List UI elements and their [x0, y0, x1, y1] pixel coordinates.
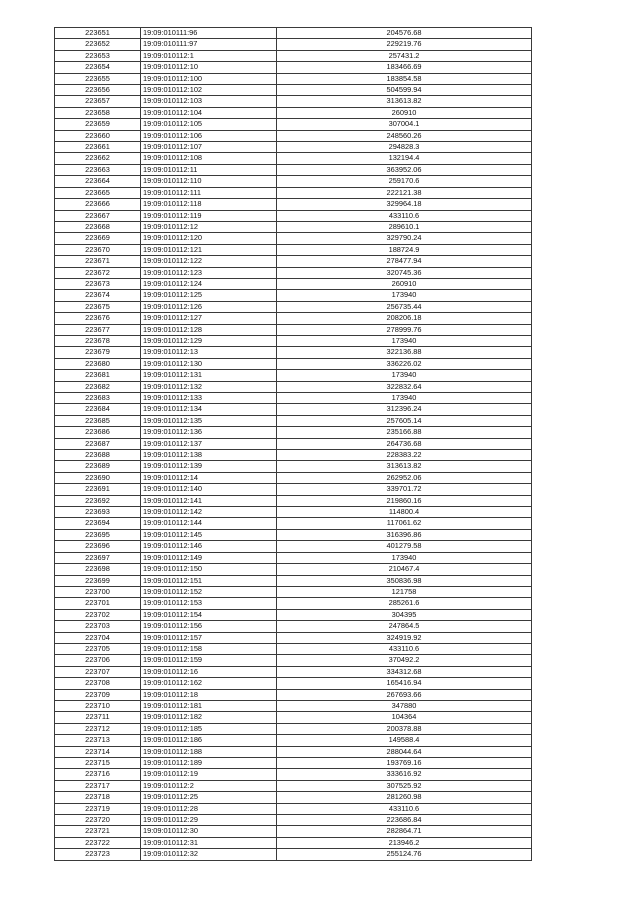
- row-id-cell: 223662: [55, 153, 141, 164]
- value-cell: 255124.76: [277, 849, 532, 860]
- row-id-cell: 223694: [55, 518, 141, 529]
- table-row: [55, 28, 532, 39]
- cadastral-number-cell: 19:09:010112:159: [141, 655, 277, 666]
- value-cell: 433110.6: [277, 803, 532, 814]
- value-cell: 316396.86: [277, 529, 532, 540]
- value-cell: 334312.68: [277, 666, 532, 677]
- cadastral-number-cell: 19:09:010112:107: [141, 142, 277, 153]
- row-id-cell: 223665: [55, 187, 141, 198]
- table-row: [55, 221, 532, 232]
- row-id-cell: 223685: [55, 415, 141, 426]
- row-id-cell: 223669: [55, 233, 141, 244]
- table-row: [55, 142, 532, 153]
- cadastral-number-cell: 19:09:010112:119: [141, 210, 277, 221]
- table-body: [55, 28, 532, 861]
- value-cell: 193769.16: [277, 758, 532, 769]
- value-cell: 173940: [277, 552, 532, 563]
- row-id-cell: 223681: [55, 370, 141, 381]
- value-cell: 312396.24: [277, 404, 532, 415]
- table-row: [55, 837, 532, 848]
- cadastral-number-cell: 19:09:010112:12: [141, 221, 277, 232]
- cadastral-number-cell: 19:09:010112:156: [141, 621, 277, 632]
- cadastral-number-cell: 19:09:010112:19: [141, 769, 277, 780]
- row-id-cell: 223706: [55, 655, 141, 666]
- table-row: [55, 484, 532, 495]
- cadastral-number-cell: 19:09:010112:137: [141, 438, 277, 449]
- cadastral-number-cell: 19:09:010112:124: [141, 278, 277, 289]
- row-id-cell: 223666: [55, 199, 141, 210]
- table-row: [55, 313, 532, 324]
- row-id-cell: 223701: [55, 598, 141, 609]
- row-id-cell: 223691: [55, 484, 141, 495]
- table-row: [55, 210, 532, 221]
- value-cell: 264736.68: [277, 438, 532, 449]
- value-cell: 121758: [277, 586, 532, 597]
- table-row: [55, 700, 532, 711]
- cadastral-number-cell: 19:09:010112:127: [141, 313, 277, 324]
- value-cell: 339701.72: [277, 484, 532, 495]
- table-row: [55, 723, 532, 734]
- row-id-cell: 223667: [55, 210, 141, 221]
- value-cell: 320745.36: [277, 267, 532, 278]
- table-row: [55, 746, 532, 757]
- value-cell: 257605.14: [277, 415, 532, 426]
- data-table: [54, 27, 532, 861]
- value-cell: 229219.76: [277, 39, 532, 50]
- table-row: [55, 290, 532, 301]
- table-row: [55, 586, 532, 597]
- row-id-cell: 223696: [55, 541, 141, 552]
- cadastral-number-cell: 19:09:010112:30: [141, 826, 277, 837]
- table-row: [55, 85, 532, 96]
- cadastral-number-cell: 19:09:010112:146: [141, 541, 277, 552]
- table-row: [55, 347, 532, 358]
- value-cell: 262952.06: [277, 472, 532, 483]
- value-cell: 200378.88: [277, 723, 532, 734]
- value-cell: 433110.6: [277, 210, 532, 221]
- cadastral-number-cell: 19:09:010112:150: [141, 564, 277, 575]
- row-id-cell: 223723: [55, 849, 141, 860]
- row-id-cell: 223717: [55, 780, 141, 791]
- value-cell: 228383.22: [277, 450, 532, 461]
- cadastral-number-cell: 19:09:010112:18: [141, 689, 277, 700]
- cadastral-number-cell: 19:09:010112:123: [141, 267, 277, 278]
- value-cell: 210467.4: [277, 564, 532, 575]
- value-cell: 281260.98: [277, 792, 532, 803]
- table-row: [55, 278, 532, 289]
- table-row: [55, 267, 532, 278]
- table-row: [55, 73, 532, 84]
- table-row: [55, 758, 532, 769]
- table-row: [55, 176, 532, 187]
- row-id-cell: 223687: [55, 438, 141, 449]
- table-row: [55, 427, 532, 438]
- table-row: [55, 130, 532, 141]
- value-cell: 267693.66: [277, 689, 532, 700]
- table-row: [55, 518, 532, 529]
- cadastral-number-cell: 19:09:010112:153: [141, 598, 277, 609]
- value-cell: 282864.71: [277, 826, 532, 837]
- row-id-cell: 223709: [55, 689, 141, 700]
- row-id-cell: 223664: [55, 176, 141, 187]
- cadastral-number-cell: 19:09:010112:162: [141, 678, 277, 689]
- value-cell: 304395: [277, 609, 532, 620]
- value-cell: 363952.06: [277, 164, 532, 175]
- value-cell: 173940: [277, 370, 532, 381]
- table-row: [55, 666, 532, 677]
- value-cell: 288044.64: [277, 746, 532, 757]
- table-row: [55, 564, 532, 575]
- row-id-cell: 223704: [55, 632, 141, 643]
- row-id-cell: 223713: [55, 735, 141, 746]
- cadastral-number-cell: 19:09:010112:29: [141, 815, 277, 826]
- row-id-cell: 223690: [55, 472, 141, 483]
- row-id-cell: 223688: [55, 450, 141, 461]
- row-id-cell: 223700: [55, 586, 141, 597]
- cadastral-number-cell: 19:09:010112:157: [141, 632, 277, 643]
- cadastral-number-cell: 19:09:010112:11: [141, 164, 277, 175]
- value-cell: 104364: [277, 712, 532, 723]
- cadastral-number-cell: 19:09:010112:32: [141, 849, 277, 860]
- table-row: [55, 609, 532, 620]
- table-row: [55, 632, 532, 643]
- table-row: [55, 324, 532, 335]
- value-cell: 313613.82: [277, 96, 532, 107]
- cadastral-number-cell: 19:09:010112:13: [141, 347, 277, 358]
- cadastral-number-cell: 19:09:010112:135: [141, 415, 277, 426]
- value-cell: 333616.92: [277, 769, 532, 780]
- table-row: [55, 735, 532, 746]
- cadastral-number-cell: 19:09:010112:31: [141, 837, 277, 848]
- table-row: [55, 780, 532, 791]
- cadastral-number-cell: 19:09:010112:128: [141, 324, 277, 335]
- row-id-cell: 223716: [55, 769, 141, 780]
- value-cell: 329964.18: [277, 199, 532, 210]
- value-cell: 285261.6: [277, 598, 532, 609]
- table-row: [55, 438, 532, 449]
- row-id-cell: 223697: [55, 552, 141, 563]
- value-cell: 322136.88: [277, 347, 532, 358]
- value-cell: 219860.16: [277, 495, 532, 506]
- value-cell: 117061.62: [277, 518, 532, 529]
- value-cell: 322832.64: [277, 381, 532, 392]
- row-id-cell: 223655: [55, 73, 141, 84]
- cadastral-number-cell: 19:09:010111:97: [141, 39, 277, 50]
- cadastral-number-cell: 19:09:010112:133: [141, 393, 277, 404]
- value-cell: 247864.5: [277, 621, 532, 632]
- row-id-cell: 223702: [55, 609, 141, 620]
- cadastral-number-cell: 19:09:010112:139: [141, 461, 277, 472]
- row-id-cell: 223683: [55, 393, 141, 404]
- value-cell: 257431.2: [277, 50, 532, 61]
- value-cell: 289610.1: [277, 221, 532, 232]
- table-row: [55, 107, 532, 118]
- table-row: [55, 50, 532, 61]
- cadastral-number-cell: 19:09:010112:188: [141, 746, 277, 757]
- table-row: [55, 815, 532, 826]
- row-id-cell: 223679: [55, 347, 141, 358]
- table-row: [55, 575, 532, 586]
- value-cell: 294828.3: [277, 142, 532, 153]
- row-id-cell: 223673: [55, 278, 141, 289]
- cadastral-number-cell: 19:09:010112:149: [141, 552, 277, 563]
- table-row: [55, 393, 532, 404]
- value-cell: 223686.84: [277, 815, 532, 826]
- row-id-cell: 223652: [55, 39, 141, 50]
- table-row: [55, 233, 532, 244]
- cadastral-number-cell: 19:09:010111:96: [141, 28, 277, 39]
- table-row: [55, 529, 532, 540]
- table-row: [55, 541, 532, 552]
- table-row: [55, 461, 532, 472]
- row-id-cell: 223660: [55, 130, 141, 141]
- value-cell: 188724.9: [277, 244, 532, 255]
- cadastral-number-cell: 19:09:010112:122: [141, 256, 277, 267]
- value-cell: 260910: [277, 107, 532, 118]
- cadastral-number-cell: 19:09:010112:134: [141, 404, 277, 415]
- row-id-cell: 223656: [55, 85, 141, 96]
- value-cell: 433110.6: [277, 643, 532, 654]
- cadastral-number-cell: 19:09:010112:121: [141, 244, 277, 255]
- row-id-cell: 223710: [55, 700, 141, 711]
- value-cell: 278477.94: [277, 256, 532, 267]
- cadastral-number-cell: 19:09:010112:152: [141, 586, 277, 597]
- cadastral-number-cell: 19:09:010112:154: [141, 609, 277, 620]
- table-row: [55, 803, 532, 814]
- row-id-cell: 223689: [55, 461, 141, 472]
- cadastral-number-cell: 19:09:010112:25: [141, 792, 277, 803]
- cadastral-number-cell: 19:09:010112:142: [141, 507, 277, 518]
- table-row: [55, 335, 532, 346]
- row-id-cell: 223712: [55, 723, 141, 734]
- cadastral-number-cell: 19:09:010112:14: [141, 472, 277, 483]
- table-row: [55, 370, 532, 381]
- value-cell: 173940: [277, 290, 532, 301]
- table-row: [55, 826, 532, 837]
- row-id-cell: 223657: [55, 96, 141, 107]
- value-cell: 307525.92: [277, 780, 532, 791]
- value-cell: 307004.1: [277, 119, 532, 130]
- cadastral-number-cell: 19:09:010112:125: [141, 290, 277, 301]
- value-cell: 370492.2: [277, 655, 532, 666]
- row-id-cell: 223707: [55, 666, 141, 677]
- value-cell: 114800.4: [277, 507, 532, 518]
- cadastral-number-cell: 19:09:010112:181: [141, 700, 277, 711]
- cadastral-number-cell: 19:09:010112:145: [141, 529, 277, 540]
- row-id-cell: 223705: [55, 643, 141, 654]
- row-id-cell: 223680: [55, 358, 141, 369]
- cadastral-number-cell: 19:09:010112:1: [141, 50, 277, 61]
- row-id-cell: 223651: [55, 28, 141, 39]
- cadastral-number-cell: 19:09:010112:102: [141, 85, 277, 96]
- cadastral-number-cell: 19:09:010112:16: [141, 666, 277, 677]
- cadastral-number-cell: 19:09:010112:120: [141, 233, 277, 244]
- value-cell: 235166.88: [277, 427, 532, 438]
- row-id-cell: 223718: [55, 792, 141, 803]
- row-id-cell: 223692: [55, 495, 141, 506]
- table-row: [55, 199, 532, 210]
- row-id-cell: 223720: [55, 815, 141, 826]
- value-cell: 329790.24: [277, 233, 532, 244]
- value-cell: 165416.94: [277, 678, 532, 689]
- table-row: [55, 301, 532, 312]
- table-row: [55, 244, 532, 255]
- table-row: [55, 256, 532, 267]
- table-row: [55, 598, 532, 609]
- table-row: [55, 689, 532, 700]
- cadastral-number-cell: 19:09:010112:185: [141, 723, 277, 734]
- table-row: [55, 552, 532, 563]
- row-id-cell: 223699: [55, 575, 141, 586]
- row-id-cell: 223722: [55, 837, 141, 848]
- value-cell: 149588.4: [277, 735, 532, 746]
- row-id-cell: 223695: [55, 529, 141, 540]
- table-row: [55, 404, 532, 415]
- value-cell: 504599.94: [277, 85, 532, 96]
- cadastral-number-cell: 19:09:010112:118: [141, 199, 277, 210]
- value-cell: 401279.58: [277, 541, 532, 552]
- table-row: [55, 507, 532, 518]
- value-cell: 350836.98: [277, 575, 532, 586]
- value-cell: 347880: [277, 700, 532, 711]
- row-id-cell: 223677: [55, 324, 141, 335]
- row-id-cell: 223658: [55, 107, 141, 118]
- cadastral-number-cell: 19:09:010112:131: [141, 370, 277, 381]
- table-row: [55, 164, 532, 175]
- row-id-cell: 223676: [55, 313, 141, 324]
- row-id-cell: 223653: [55, 50, 141, 61]
- value-cell: 222121.38: [277, 187, 532, 198]
- row-id-cell: 223672: [55, 267, 141, 278]
- row-id-cell: 223668: [55, 221, 141, 232]
- cadastral-number-cell: 19:09:010112:10: [141, 62, 277, 73]
- table-row: [55, 643, 532, 654]
- row-id-cell: 223678: [55, 335, 141, 346]
- table-row: [55, 153, 532, 164]
- row-id-cell: 223684: [55, 404, 141, 415]
- cadastral-number-cell: 19:09:010112:129: [141, 335, 277, 346]
- row-id-cell: 223654: [55, 62, 141, 73]
- value-cell: 259170.6: [277, 176, 532, 187]
- cadastral-number-cell: 19:09:010112:105: [141, 119, 277, 130]
- table-row: [55, 450, 532, 461]
- cadastral-number-cell: 19:09:010112:141: [141, 495, 277, 506]
- cadastral-number-cell: 19:09:010112:138: [141, 450, 277, 461]
- row-id-cell: 223682: [55, 381, 141, 392]
- value-cell: 213946.2: [277, 837, 532, 848]
- cadastral-number-cell: 19:09:010112:132: [141, 381, 277, 392]
- table-row: [55, 187, 532, 198]
- cadastral-number-cell: 19:09:010112:100: [141, 73, 277, 84]
- table-row: [55, 655, 532, 666]
- cadastral-number-cell: 19:09:010112:186: [141, 735, 277, 746]
- cadastral-number-cell: 19:09:010112:108: [141, 153, 277, 164]
- row-id-cell: 223675: [55, 301, 141, 312]
- cadastral-number-cell: 19:09:010112:130: [141, 358, 277, 369]
- cadastral-number-cell: 19:09:010112:106: [141, 130, 277, 141]
- cadastral-number-cell: 19:09:010112:103: [141, 96, 277, 107]
- table-row: [55, 472, 532, 483]
- value-cell: 183466.69: [277, 62, 532, 73]
- cadastral-number-cell: 19:09:010112:140: [141, 484, 277, 495]
- cadastral-number-cell: 19:09:010112:158: [141, 643, 277, 654]
- row-id-cell: 223714: [55, 746, 141, 757]
- row-id-cell: 223671: [55, 256, 141, 267]
- cadastral-number-cell: 19:09:010112:104: [141, 107, 277, 118]
- row-id-cell: 223708: [55, 678, 141, 689]
- cadastral-number-cell: 19:09:010112:28: [141, 803, 277, 814]
- table-row: [55, 381, 532, 392]
- cadastral-number-cell: 19:09:010112:126: [141, 301, 277, 312]
- table-row: [55, 358, 532, 369]
- cadastral-number-cell: 19:09:010112:111: [141, 187, 277, 198]
- row-id-cell: 223698: [55, 564, 141, 575]
- table-row: [55, 792, 532, 803]
- value-cell: 278999.76: [277, 324, 532, 335]
- table-row: [55, 769, 532, 780]
- value-cell: 248560.26: [277, 130, 532, 141]
- table-row: [55, 96, 532, 107]
- row-id-cell: 223670: [55, 244, 141, 255]
- value-cell: 173940: [277, 335, 532, 346]
- row-id-cell: 223659: [55, 119, 141, 130]
- cadastral-number-cell: 19:09:010112:2: [141, 780, 277, 791]
- row-id-cell: 223674: [55, 290, 141, 301]
- table-row: [55, 849, 532, 860]
- cadastral-number-cell: 19:09:010112:110: [141, 176, 277, 187]
- value-cell: 324919.92: [277, 632, 532, 643]
- cadastral-number-cell: 19:09:010112:144: [141, 518, 277, 529]
- value-cell: 313613.82: [277, 461, 532, 472]
- row-id-cell: 223715: [55, 758, 141, 769]
- cadastral-number-cell: 19:09:010112:136: [141, 427, 277, 438]
- row-id-cell: 223693: [55, 507, 141, 518]
- row-id-cell: 223719: [55, 803, 141, 814]
- table-row: [55, 415, 532, 426]
- value-cell: 208206.18: [277, 313, 532, 324]
- table-row: [55, 119, 532, 130]
- table-row: [55, 495, 532, 506]
- value-cell: 256735.44: [277, 301, 532, 312]
- row-id-cell: 223711: [55, 712, 141, 723]
- row-id-cell: 223663: [55, 164, 141, 175]
- row-id-cell: 223703: [55, 621, 141, 632]
- table-row: [55, 39, 532, 50]
- row-id-cell: 223686: [55, 427, 141, 438]
- cadastral-number-cell: 19:09:010112:189: [141, 758, 277, 769]
- value-cell: 204576.68: [277, 28, 532, 39]
- table-row: [55, 678, 532, 689]
- value-cell: 132194.4: [277, 153, 532, 164]
- row-id-cell: 223721: [55, 826, 141, 837]
- table-row: [55, 62, 532, 73]
- value-cell: 336226.02: [277, 358, 532, 369]
- cadastral-number-cell: 19:09:010112:151: [141, 575, 277, 586]
- value-cell: 260910: [277, 278, 532, 289]
- table-row: [55, 712, 532, 723]
- cadastral-number-cell: 19:09:010112:182: [141, 712, 277, 723]
- table-row: [55, 621, 532, 632]
- row-id-cell: 223661: [55, 142, 141, 153]
- value-cell: 183854.58: [277, 73, 532, 84]
- value-cell: 173940: [277, 393, 532, 404]
